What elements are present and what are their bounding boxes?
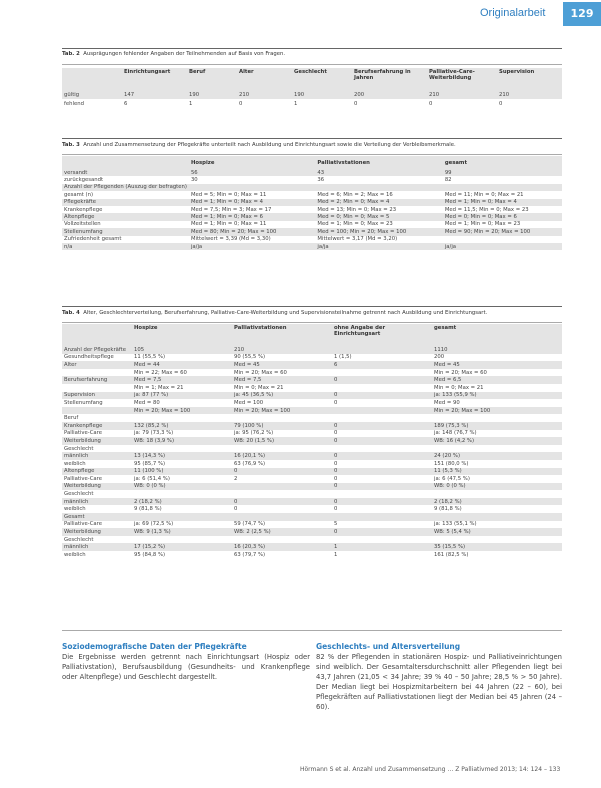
table4-caption bbox=[62, 310, 487, 316]
table4-column-header: gesamt bbox=[432, 324, 562, 346]
journal-header bbox=[470, 2, 601, 26]
table3-column-header bbox=[62, 156, 189, 169]
table-cell: Med = 80; Min = 20; Max = 100 bbox=[189, 228, 315, 235]
table-row bbox=[62, 437, 562, 445]
table-cell: 30 bbox=[190, 177, 198, 184]
table-cell: 189 (75,3 %) bbox=[432, 422, 562, 430]
table-row bbox=[62, 468, 562, 476]
table-cell: 0 bbox=[429, 100, 433, 107]
table-cell: ja/ja bbox=[189, 243, 315, 250]
table-cell: ja: 133 (55,9 %) bbox=[432, 392, 562, 400]
table-cell bbox=[432, 513, 562, 521]
table-cell bbox=[132, 490, 232, 498]
table-cell: ja: 6 (51,4 %) bbox=[134, 475, 170, 482]
table-cell: Med = 0; Min = 0; Max = 5 bbox=[315, 213, 442, 220]
page-number: 129 bbox=[563, 2, 601, 26]
row-label: Gesundheitspflege bbox=[64, 354, 114, 361]
table-cell: 2 bbox=[234, 475, 238, 482]
table-row bbox=[62, 376, 562, 384]
table2-column-header: Einrichtungsart bbox=[122, 68, 187, 90]
table-cell: 59 (74,7 %) bbox=[234, 521, 266, 528]
row-label: Geschlecht bbox=[64, 491, 94, 498]
table-cell: 1 bbox=[294, 100, 298, 107]
table-cell: Med = 1; Min = 0; Max = 23 bbox=[317, 221, 393, 228]
table-cell: 0 bbox=[332, 422, 432, 430]
table-cell: 210 bbox=[237, 90, 292, 99]
table-row bbox=[62, 213, 562, 220]
table-cell: 36 bbox=[317, 177, 325, 184]
table-cell: Min = 0; Max = 21 bbox=[234, 384, 284, 391]
table-cell bbox=[332, 414, 432, 422]
table-cell: 11 (55,5 %) bbox=[134, 354, 166, 361]
row-label: Palliative-Care bbox=[64, 430, 102, 437]
table-cell: ja: 79 (73,3 %) bbox=[134, 430, 174, 437]
table-cell: Min = 22; Max = 60 bbox=[134, 369, 187, 376]
table-cell bbox=[432, 414, 562, 422]
table-cell bbox=[332, 490, 432, 498]
row-label: Zufriedenheit gesamt bbox=[64, 236, 122, 243]
table-cell: ja: 133 (55,1 %) bbox=[434, 521, 477, 528]
table-cell: Med = 80 bbox=[134, 399, 160, 406]
table-cell: Mittelwert = 3,17 (Md = 3,20) bbox=[317, 236, 398, 243]
table-cell: 0 bbox=[332, 498, 432, 506]
table-cell: 1 (1,5) bbox=[334, 354, 352, 361]
table-row bbox=[62, 445, 562, 453]
row-label: Beruf bbox=[64, 415, 79, 422]
table-cell: WB: 9 (1,3 %) bbox=[132, 528, 232, 536]
row-label: Anzahl der Pflegenden (Auszug der befragten) bbox=[64, 184, 187, 191]
table-cell: 0 bbox=[332, 468, 432, 476]
table2-caption-text: Ausprägungen fehlender Angaben der Teilnehmenden auf Basis von Fragen. bbox=[83, 51, 286, 57]
row-label: Stellenumfang bbox=[62, 228, 189, 235]
table-row bbox=[62, 475, 562, 483]
table4-header-row bbox=[62, 324, 562, 346]
table2-column-header: Palliative-Care-Weiterbildung bbox=[427, 68, 497, 90]
table-cell: 56 bbox=[189, 169, 315, 176]
table-row bbox=[62, 361, 562, 369]
table3-header-rule bbox=[62, 154, 562, 155]
row-label: Weiterbildung bbox=[62, 437, 132, 445]
table-cell: 9 (81,8 %) bbox=[434, 506, 462, 513]
table-cell: Med = 1; Min = 0; Max = 4 bbox=[189, 199, 315, 206]
table-cell: Min = 20; Max = 100 bbox=[132, 407, 232, 415]
table-cell: 190 bbox=[292, 90, 352, 99]
table-row bbox=[62, 490, 562, 498]
table-cell: 151 (80,0 %) bbox=[434, 460, 469, 467]
table-cell bbox=[232, 483, 332, 491]
table-cell: 90 (55,5 %) bbox=[234, 354, 266, 361]
table-row bbox=[62, 536, 562, 544]
table2-top-rule bbox=[62, 48, 562, 49]
table-cell: Med = 1; Min = 0; Max = 6 bbox=[189, 213, 315, 220]
table-cell: 24 (20 %) bbox=[432, 452, 562, 460]
section-title-right: Geschlechts- und Altersverteilung bbox=[316, 642, 461, 651]
table2-column-header: Geschlecht bbox=[292, 68, 352, 90]
table-cell: 190 bbox=[187, 90, 237, 99]
row-label: fehlend bbox=[64, 100, 84, 107]
table-cell: 13 (14,3 %) bbox=[132, 452, 232, 460]
table-cell: Med = 45 bbox=[432, 361, 562, 369]
table2-column-header: Berufserfahrung in Jahren bbox=[352, 68, 427, 90]
table-cell: Min = 20; Max = 60 bbox=[434, 369, 487, 376]
table-cell bbox=[232, 513, 332, 521]
table-row bbox=[62, 430, 562, 438]
row-label: Krankenpflege bbox=[64, 206, 103, 213]
table-cell: ja: 45 (36,5 %) bbox=[232, 392, 332, 400]
table-cell: ja: 95 (76,2 %) bbox=[234, 430, 274, 437]
table-row bbox=[62, 206, 562, 213]
row-label: weiblich bbox=[64, 551, 86, 558]
row-label: Palliative-Care bbox=[64, 521, 102, 528]
table-cell: 6 bbox=[124, 100, 128, 107]
table-cell: 2 (18,2 %) bbox=[132, 498, 232, 506]
table-cell: 63 (79,7 %) bbox=[234, 551, 266, 558]
table-cell: 200 bbox=[434, 354, 445, 361]
table-cell: Med = 11; Min = 0; Max = 21 bbox=[444, 191, 524, 198]
table-row bbox=[62, 483, 562, 491]
table-cell: ja: 6 (47,5 %) bbox=[434, 475, 470, 482]
row-label: Altenpflege bbox=[62, 468, 132, 476]
table-cell: Med = 0; Min = 0; Max = 6 bbox=[443, 213, 562, 220]
row-label: gesamt (n) bbox=[64, 191, 94, 198]
table-cell: 0 bbox=[332, 452, 432, 460]
table-row bbox=[62, 221, 562, 228]
table-cell: ja: 87 (77 %) bbox=[132, 392, 232, 400]
table-cell bbox=[189, 184, 315, 191]
table-cell bbox=[132, 445, 232, 453]
table-cell: 1 bbox=[332, 543, 432, 551]
table3-caption bbox=[62, 142, 456, 148]
row-label: Weiterbildung bbox=[62, 528, 132, 536]
table-cell: 0 bbox=[232, 498, 332, 506]
table-cell bbox=[332, 536, 432, 544]
table-cell bbox=[332, 346, 432, 354]
table2-column-header: Alter bbox=[237, 68, 292, 90]
table4-caption-label: Tab. 4 bbox=[62, 310, 80, 316]
table-row bbox=[62, 407, 562, 415]
table-row bbox=[62, 399, 562, 407]
table-row bbox=[62, 236, 562, 243]
row-label: männlich bbox=[62, 452, 132, 460]
table-cell: 95 (84,8 %) bbox=[134, 551, 166, 558]
table-cell bbox=[132, 513, 232, 521]
table-cell: 6 bbox=[332, 361, 432, 369]
table-cell: Mittelwert = 3,39 (Md = 3,30) bbox=[190, 236, 271, 243]
table-row bbox=[62, 243, 562, 250]
table-cell: Med = 1; Min = 0; Max = 23 bbox=[444, 221, 521, 228]
table-cell: 0 bbox=[332, 392, 432, 400]
table3-caption-label: Tab. 3 bbox=[62, 142, 80, 148]
table2-caption bbox=[62, 51, 285, 57]
table-cell: Min = 20; Max = 60 bbox=[234, 369, 287, 376]
table-cell: Med = 7,5 bbox=[132, 376, 232, 384]
table-row bbox=[62, 422, 562, 430]
table-cell: Min = 0; Max = 21 bbox=[434, 384, 484, 391]
table-cell: 16 (20,1 %) bbox=[232, 452, 332, 460]
table3-caption-text: Anzahl und Zusammensetzung der Pflegekräfte unterteilt nach Ausbildung und Einrichtungsart sowie die Verteilung der Verbleibsmerkmale. bbox=[83, 142, 456, 148]
row-label: Krankenpflege bbox=[62, 422, 132, 430]
table-cell bbox=[232, 490, 332, 498]
row-label: Gesamt bbox=[62, 513, 132, 521]
table-cell bbox=[232, 445, 332, 453]
row-label: Pflegekräfte bbox=[62, 199, 189, 206]
row-label: Palliative-Care bbox=[64, 475, 102, 482]
table-cell bbox=[232, 536, 332, 544]
table3-column-header: Palliativstationen bbox=[315, 156, 442, 169]
table4-caption-text: Alter, Geschlechterverteilung, Berufserfahrung, Palliative-Care-Weiterbildung und Supervisionsteilnahme getrennt nach Ausbildung und Einrichtungsart. bbox=[83, 310, 488, 316]
table4-column-header: Hospize bbox=[132, 324, 232, 346]
table-cell: 0 bbox=[332, 528, 432, 536]
table-cell: ja: 69 (72,5 %) bbox=[134, 521, 174, 528]
table-cell: WB: 2 (2,5 %) bbox=[232, 528, 332, 536]
row-label: Berufserfahrung bbox=[62, 376, 132, 384]
table-cell: Med = 1; Min = 0; Max = 11 bbox=[190, 221, 267, 228]
table-row bbox=[62, 452, 562, 460]
table2-column-header bbox=[62, 68, 122, 90]
table-cell bbox=[132, 414, 232, 422]
table-cell bbox=[332, 369, 432, 377]
table-cell: 5 bbox=[334, 521, 338, 528]
table-cell: Min = 1; Max = 21 bbox=[134, 384, 184, 391]
row-label: Geschlecht bbox=[64, 536, 94, 543]
row-label bbox=[62, 384, 132, 392]
table-cell: 17 (15,2 %) bbox=[132, 543, 232, 551]
table-cell: Med = 7,5 bbox=[232, 376, 332, 384]
table-cell: WB: 18 (3,9 %) bbox=[132, 437, 232, 445]
table-row bbox=[62, 176, 562, 183]
table-cell: Med = 13; Min = 0; Max = 23 bbox=[317, 206, 397, 213]
table-cell: 99 bbox=[443, 169, 562, 176]
row-label: Supervision bbox=[62, 392, 132, 400]
row-label: weiblich bbox=[64, 460, 86, 467]
table-cell: ja/ja bbox=[315, 243, 442, 250]
table-cell: 82 bbox=[444, 177, 452, 184]
table-cell: WB: 0 (0 %) bbox=[432, 483, 562, 491]
table-cell bbox=[432, 445, 562, 453]
table-cell: WB: 5 (5,4 %) bbox=[432, 528, 562, 536]
row-label: gültig bbox=[62, 90, 122, 99]
table3-column-header: gesamt bbox=[443, 156, 562, 169]
table-cell bbox=[443, 184, 562, 191]
table2-header-rule bbox=[62, 64, 562, 65]
table-cell: 0 bbox=[239, 100, 243, 107]
table-row bbox=[62, 528, 562, 536]
table-cell: 0 bbox=[334, 430, 338, 437]
table2 bbox=[62, 68, 562, 108]
table-cell bbox=[443, 236, 562, 243]
row-label: versandt bbox=[62, 169, 189, 176]
table-row bbox=[62, 191, 562, 198]
table-cell: 0 bbox=[232, 468, 332, 476]
table-row bbox=[62, 543, 562, 551]
table-cell: 63 (76,9 %) bbox=[234, 460, 266, 467]
table-cell: WB: 0 (0 %) bbox=[132, 483, 232, 491]
table-cell: 1 bbox=[189, 100, 193, 107]
table-cell: 210 bbox=[427, 90, 497, 99]
table-cell: Med = 2; Min = 0; Max = 4 bbox=[315, 199, 442, 206]
table-row bbox=[62, 392, 562, 400]
table-cell: 95 (85,7 %) bbox=[134, 460, 166, 467]
table-cell: 0 bbox=[334, 399, 338, 406]
row-label bbox=[62, 407, 132, 415]
row-label: weiblich bbox=[64, 506, 86, 513]
table-cell bbox=[315, 184, 442, 191]
table-row bbox=[62, 346, 562, 354]
table-row bbox=[62, 184, 562, 191]
table4-header-rule bbox=[62, 322, 562, 323]
table-cell: 0 bbox=[332, 437, 432, 445]
table-cell: WB: 16 (4,2 %) bbox=[432, 437, 562, 445]
table-cell: Med = 6,5 bbox=[432, 376, 562, 384]
section-title-left: Soziodemografische Daten der Pflegekräfte bbox=[62, 642, 247, 651]
table2-header-row bbox=[62, 68, 562, 90]
table-cell: 79 (100 %) bbox=[232, 422, 332, 430]
paragraph-left: Die Ergebnisse werden getrennt nach Einrichtungsart (Hospiz oder Palliativstation), Berufsausbildung (Gesundheits- und Krankenpflege oder Altenpflege) und Geschlecht dargestellt. bbox=[62, 653, 310, 681]
table-row bbox=[62, 228, 562, 235]
table-cell: 210 bbox=[232, 346, 332, 354]
table-cell: Med = 100 bbox=[234, 399, 264, 406]
table-cell: Med = 45 bbox=[232, 361, 332, 369]
paragraph-right: 82 % der Pflegenden in stationären Hospiz- und Palliativeinrichtungen sind weiblich. Der Gesamtaltersdurchschnitt aller Pflegenden liegt bei 43,7 Jahren (21,05 < 34 Jahre; 39 % 40 – 50 Jahre; 28,5 % > 50 Jahre). Der Median liegt bei Hospizmitarbeitern bei 44 Jahren (22 – 60), bei Pflegekräften auf Palliativstationen liegt der Median bei 45 Jahren (24 – 60). bbox=[316, 653, 562, 711]
table4-column-header: ohne Angabe der Einrichtungsart bbox=[332, 324, 432, 346]
table3-top-rule bbox=[62, 138, 562, 139]
table-cell: 0 bbox=[499, 100, 503, 107]
table2-column-header: Supervision bbox=[497, 68, 562, 90]
table-cell: Med = 44 bbox=[132, 361, 232, 369]
table-row bbox=[62, 498, 562, 506]
table-cell: ja: 148 (76,7 %) bbox=[434, 430, 477, 437]
row-label: Alter bbox=[62, 361, 132, 369]
table4 bbox=[62, 324, 562, 559]
table-cell: WB: 20 (1,5 %) bbox=[232, 437, 332, 445]
table-cell bbox=[432, 536, 562, 544]
table-cell: Med = 7,5; Min = 3; Max = 17 bbox=[190, 206, 272, 213]
table3-column-header: Hospize bbox=[189, 156, 315, 169]
table-cell: 1110 bbox=[432, 346, 562, 354]
table-cell: 105 bbox=[132, 346, 232, 354]
table-cell: Med = 11,5; Min = 0; Max = 23 bbox=[444, 206, 529, 213]
table-row bbox=[62, 414, 562, 422]
row-label: Vollzeitstellen bbox=[64, 221, 101, 228]
section-label: Originalarbeit bbox=[480, 7, 546, 19]
table-cell: 0 bbox=[354, 100, 358, 107]
table-cell: Med = 90; Min = 20; Max = 100 bbox=[443, 228, 562, 235]
row-label: männlich bbox=[62, 543, 132, 551]
table-cell: 0 bbox=[334, 475, 338, 482]
row-label: Anzahl der Pflegekräfte bbox=[62, 346, 132, 354]
table-cell bbox=[132, 536, 232, 544]
table-row bbox=[62, 99, 562, 108]
table-cell: 210 bbox=[497, 90, 562, 99]
table4-column-header: Palliativstationen bbox=[232, 324, 332, 346]
table-cell: 0 bbox=[332, 483, 432, 491]
table-cell: ja/ja bbox=[443, 243, 562, 250]
table-row bbox=[62, 384, 562, 392]
table-cell: Med = 6; Min = 2; Max = 16 bbox=[317, 191, 393, 198]
table-cell: 147 bbox=[122, 90, 187, 99]
table-row bbox=[62, 354, 562, 362]
table-cell bbox=[332, 445, 432, 453]
table-row bbox=[62, 505, 562, 513]
table-cell: 2 (18,2 %) bbox=[432, 498, 562, 506]
table-cell: 1 bbox=[334, 551, 338, 558]
table-cell: Med = 100; Min = 20; Max = 100 bbox=[315, 228, 442, 235]
table-row bbox=[62, 169, 562, 176]
table-row bbox=[62, 369, 562, 377]
table-cell: 200 bbox=[352, 90, 427, 99]
table-cell: 0 bbox=[234, 506, 238, 513]
table-cell: Med = 1; Min = 0; Max = 4 bbox=[443, 199, 562, 206]
table-cell bbox=[232, 414, 332, 422]
table3 bbox=[62, 156, 562, 250]
row-label: n/a bbox=[62, 243, 189, 250]
row-label: Altenpflege bbox=[62, 213, 189, 220]
row-label: Geschlecht bbox=[64, 445, 94, 452]
table-cell: 0 bbox=[332, 376, 432, 384]
table-row bbox=[62, 460, 562, 468]
table-row bbox=[62, 521, 562, 529]
table3-header-row bbox=[62, 156, 562, 169]
table-cell bbox=[332, 384, 432, 392]
table-cell bbox=[332, 407, 432, 415]
table-cell: 132 (85,2 %) bbox=[132, 422, 232, 430]
table-cell: 9 (81,8 %) bbox=[134, 506, 162, 513]
table-cell: 11 (5,3 %) bbox=[432, 468, 562, 476]
table-cell bbox=[432, 490, 562, 498]
table-cell: Min = 20; Max = 100 bbox=[232, 407, 332, 415]
table-cell: 16 (20,3 %) bbox=[232, 543, 332, 551]
table4-bottom-rule bbox=[62, 630, 562, 631]
table-cell: 11 (100 %) bbox=[132, 468, 232, 476]
row-label bbox=[62, 369, 132, 377]
row-label: Weiterbildung bbox=[62, 483, 132, 491]
table-cell: Min = 20; Max = 100 bbox=[432, 407, 562, 415]
table-cell: 43 bbox=[315, 169, 442, 176]
table4-top-rule bbox=[62, 306, 562, 307]
table2-column-header: Beruf bbox=[187, 68, 237, 90]
table-row bbox=[62, 513, 562, 521]
row-label: zurückgesandt bbox=[64, 177, 104, 184]
table-cell: 0 bbox=[334, 506, 338, 513]
table-cell: Med = 5; Min = 0; Max = 11 bbox=[190, 191, 267, 198]
table2-caption-label: Tab. 2 bbox=[62, 51, 80, 57]
row-label: Stellenumfang bbox=[64, 399, 103, 406]
table4-column-header bbox=[62, 324, 132, 346]
row-label: männlich bbox=[62, 498, 132, 506]
table-cell: 161 (82,5 %) bbox=[434, 551, 469, 558]
footer-citation: Hörmann S et al. Anzahl und Zusammensetzung … Z Palliativmed 2013; 14: 124 – 133 bbox=[300, 766, 561, 773]
table-cell: Med = 90 bbox=[434, 399, 460, 406]
table-row bbox=[62, 199, 562, 206]
table-cell: 35 (15,5 %) bbox=[432, 543, 562, 551]
table-row bbox=[62, 90, 562, 99]
table-cell: 0 bbox=[334, 460, 338, 467]
table-cell bbox=[332, 513, 432, 521]
table-row bbox=[62, 551, 562, 559]
